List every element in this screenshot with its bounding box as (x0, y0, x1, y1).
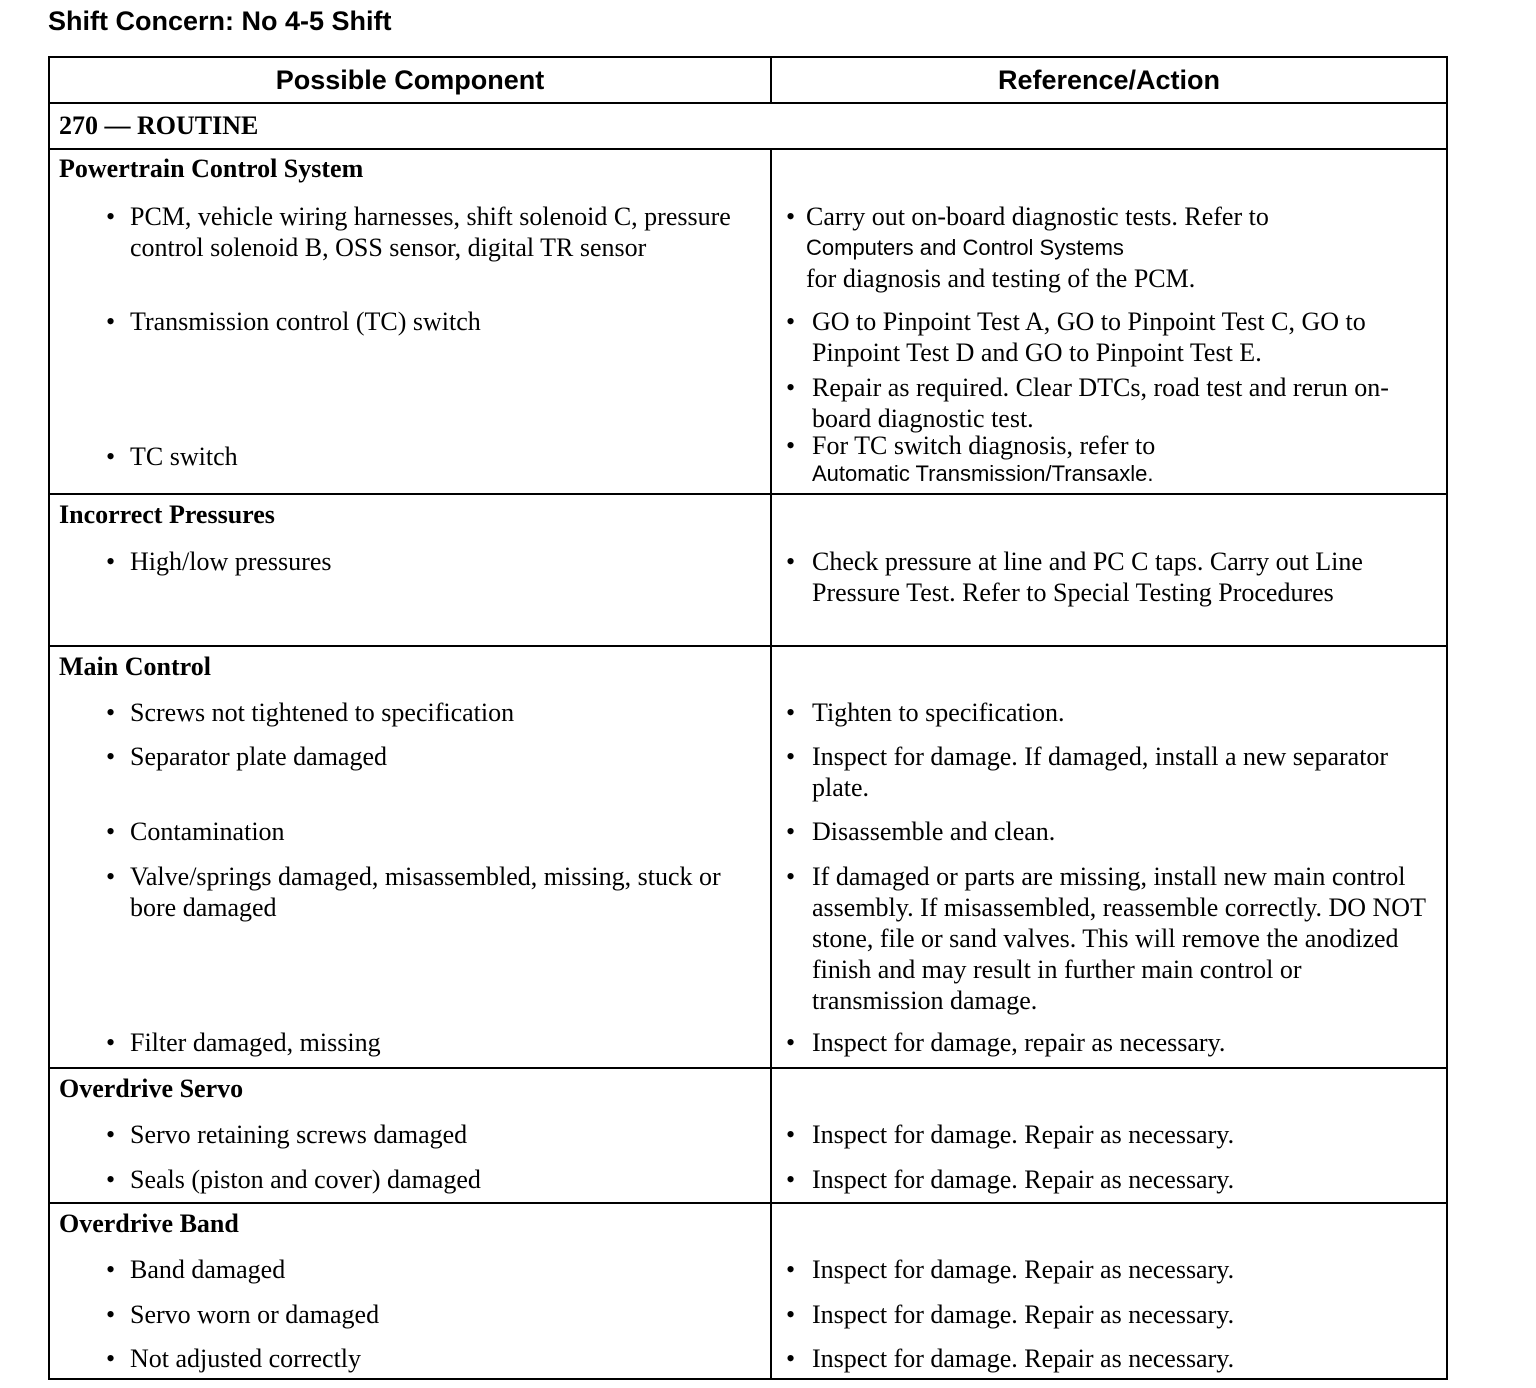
component-item: • TC switch (106, 442, 238, 471)
component-item: • Separator plate damaged (106, 742, 387, 771)
routine-row: 270 — ROUTINE (50, 104, 1446, 150)
section-title: Powertrain Control System (59, 154, 364, 183)
component-item: • Servo retaining screws damaged (106, 1120, 468, 1149)
component-item: • Screws not tightened to specification (106, 698, 515, 727)
section-powertrain-control-system (50, 150, 1446, 495)
action-item: • Disassemble and clean. (786, 817, 1056, 846)
diagnosis-table (48, 56, 1448, 1380)
action-item: • Inspect for damage. If damaged, install a new separator plate. (786, 742, 1389, 802)
action-item: • Inspect for damage, repair as necessary. (786, 1028, 1226, 1057)
page-title: Shift Concern: No 4-5 Shift (48, 6, 392, 36)
component-item: • Filter damaged, missing (106, 1028, 381, 1057)
component-item: • Not adjusted correctly (106, 1344, 362, 1373)
component-item: • High/low pressures (106, 547, 332, 576)
action-item: • Check pressure at line and PC C taps. Carry out Line Pressure Test. Refer to Special Testing Procedures (786, 547, 1363, 607)
component-item: • Servo worn or damaged (106, 1300, 380, 1329)
component-item: • Contamination (106, 817, 285, 846)
component-item: • Valve/springs damaged, misassembled, missing, stuck or bore damaged (106, 862, 721, 922)
table-header (50, 58, 1446, 104)
action-item: • Inspect for damage. Repair as necessary. (786, 1255, 1235, 1284)
section-overdrive-band (50, 1204, 1446, 1378)
reference-link-computers: Computers and Control Systems (806, 235, 1124, 260)
section-main-control (50, 647, 1446, 1069)
section-title: Overdrive Servo (59, 1074, 244, 1103)
action-item: • Inspect for damage. Repair as necessary. (786, 1344, 1235, 1373)
header-reference-action: Reference/Action (997, 64, 1221, 95)
reference-link-transmission: Automatic Transmission/Transaxle. (812, 461, 1154, 486)
action-item: • Inspect for damage. Repair as necessary. (786, 1300, 1235, 1329)
section-title: Incorrect Pressures (59, 500, 275, 529)
action-item: • Inspect for damage. Repair as necessary. (786, 1165, 1235, 1194)
component-item: • Band damaged (106, 1255, 286, 1284)
component-item: • Seals (piston and cover) damaged (106, 1165, 481, 1194)
component-item: • PCM, vehicle wiring harnesses, shift solenoid C, pressure control solenoid B, OSS sensor, digital TR sensor (106, 202, 731, 262)
section-overdrive-servo (50, 1069, 1446, 1204)
section-title: Main Control (59, 652, 211, 681)
action-item: • For TC switch diagnosis, refer to Automatic Transmission/Transaxle. (786, 430, 1426, 487)
section-incorrect-pressures (50, 495, 1446, 647)
action-item: • Carry out on-board diagnostic tests. Refer to Computers and Control Systems for diagnosis and testing of the PCM. (786, 201, 1426, 294)
action-item: • If damaged or parts are missing, install new main control assembly. If misassembled, reassemble correctly. DO NOT stone, file or sand valves. This will remove the anodized finish and may result in further main control or transmission damage. (786, 862, 1426, 1015)
component-item: • Transmission control (TC) switch (106, 307, 481, 336)
header-possible-component: Possible Component (50, 58, 772, 102)
action-item: • Inspect for damage. Repair as necessary. (786, 1120, 1235, 1149)
section-title: Overdrive Band (59, 1209, 239, 1238)
action-item: • GO to Pinpoint Test A, GO to Pinpoint Test C, GO to Pinpoint Test D and GO to Pinpoint Test E. (786, 307, 1366, 367)
action-item: • Repair as required. Clear DTCs, road test and rerun on-board diagnostic test. (786, 373, 1389, 433)
action-item: • Tighten to specification. (786, 698, 1065, 727)
